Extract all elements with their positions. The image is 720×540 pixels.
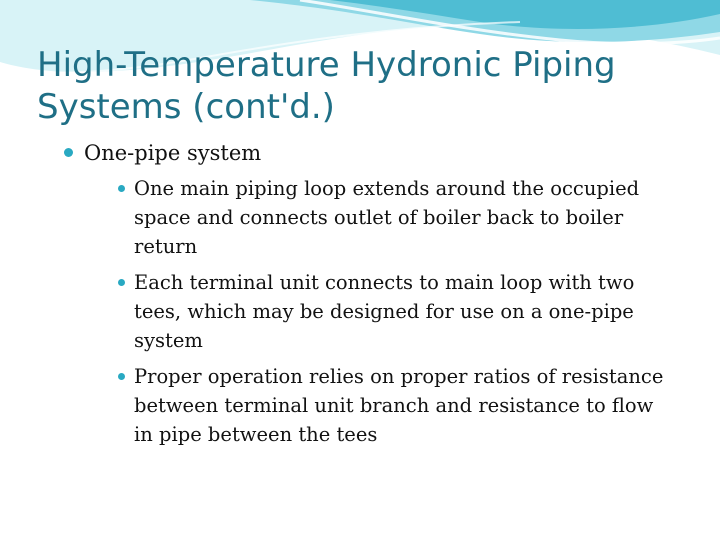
sub-bullet-text: Each terminal unit connects to main loop with two tees, which may be designed for use on a one-pipe system: [134, 271, 635, 352]
sub-bullet-item: [106, 268, 672, 355]
bullet-item: [62, 138, 672, 449]
sub-bullet-text: Proper operation relies on proper ratios of resistance between terminal unit branch and resistance to flow in pipe between the tees: [134, 365, 664, 446]
sub-bullet-dot-icon: [118, 373, 125, 380]
sub-bullet-dot-icon: [118, 279, 125, 286]
sub-bullet-list: [84, 174, 672, 449]
sub-bullet-item: [106, 362, 672, 449]
slide-body: [62, 138, 672, 456]
sub-bullet-item: [106, 174, 672, 261]
slide-title: High-Temperature Hydronic Piping Systems (cont'd.): [37, 45, 616, 127]
sub-bullet-dot-icon: [118, 185, 125, 192]
bullet-list: [62, 138, 672, 449]
bullet-text: One-pipe system: [84, 141, 262, 165]
bullet-dot-icon: [64, 148, 73, 157]
sub-bullet-text: One main piping loop extends around the occupied space and connects outlet of boiler back to boiler return: [134, 177, 640, 258]
